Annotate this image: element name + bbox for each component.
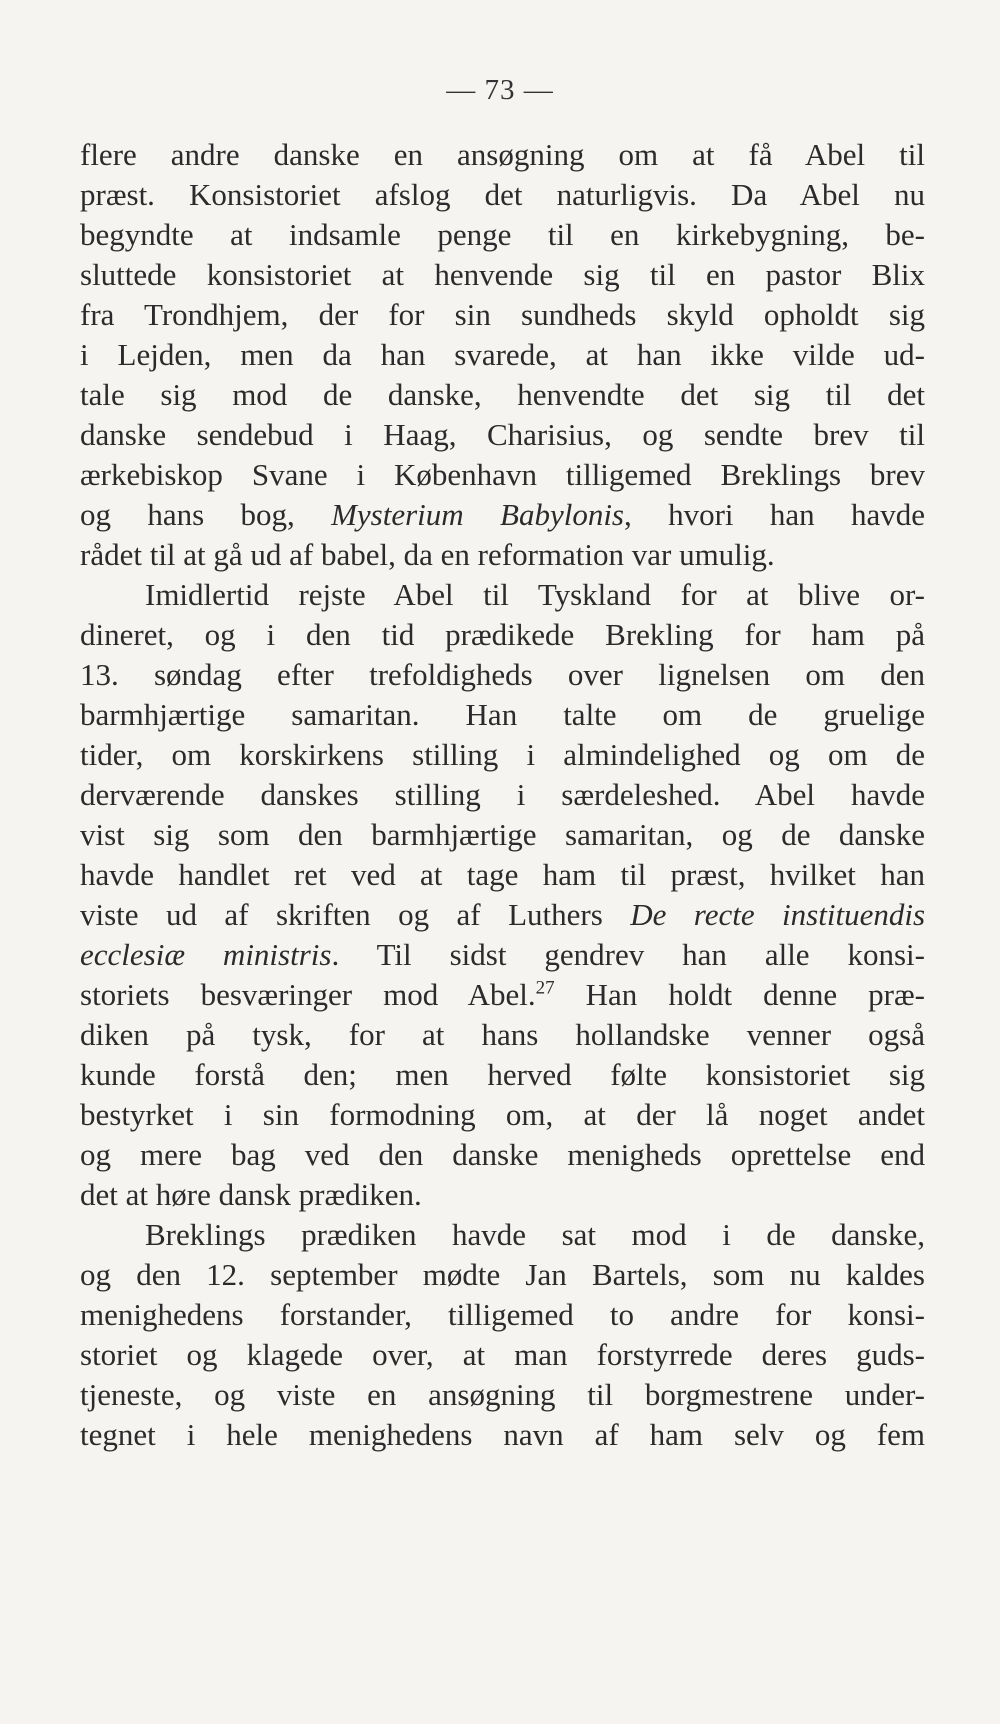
paragraph-3: [80, 1215, 925, 1455]
work-title-italic: De recte instituendis: [630, 897, 926, 932]
text-line: og mere bag ved den danske menigheds oprettelse end: [80, 1137, 925, 1172]
text-line: danske sendebud i Haag, Charisius, og sendte brev til: [80, 417, 925, 452]
page-number: — 73 —: [446, 74, 554, 106]
text-line: tegnet i hele menighedens navn af ham selv og fem: [80, 1417, 925, 1452]
body-text: [80, 135, 925, 1455]
text-line: Breklings prædiken havde sat mod i de danske,: [145, 1217, 925, 1252]
text-line: tider, om korskirkens stilling i almindelighed og om de: [80, 737, 925, 772]
text-line: dineret, og i den tid prædikede Brekling for ham på: [80, 617, 925, 652]
text-line: rådet til at gå ud af babel, da en reformation var umulig.: [80, 537, 775, 572]
text-line: bestyrket i sin formodning om, at der lå noget andet: [80, 1097, 925, 1132]
text-line: sluttede konsistoriet at henvende sig til en pastor Blix: [80, 257, 925, 292]
text-line: kunde forstå den; men herved følte konsistoriet sig: [80, 1057, 925, 1092]
text-line: 13. søndag efter trefoldigheds over lignelsen om den: [80, 657, 925, 692]
text-line: storiets besværinger mod Abel.$^{27}$ Han holdt denne præ-: [80, 977, 925, 1012]
text-line: vist sig som den barmhjærtige samaritan, og de danske: [80, 817, 925, 852]
text-line: havde handlet ret ved at tage ham til præst, hvilket han: [80, 857, 925, 892]
text-line: barmhjærtige samaritan. Han talte om de gruelige: [80, 697, 925, 732]
text-line: diken på tysk, for at hans hollandske venner også: [80, 1017, 925, 1052]
text-line: menighedens forstander, tilligemed to andre for konsi-: [80, 1297, 925, 1332]
text-line: Imidlertid rejste Abel til Tyskland for at blive or-: [145, 577, 925, 612]
text-line: derværende danskes stilling i særdeleshed. Abel havde: [80, 777, 925, 812]
text-line: viste ud af skriften og af Luthers De recte instituendis: [80, 897, 926, 932]
book-title-italic: Mysterium Babylonis: [331, 497, 625, 532]
text-line: i Lejden, men da han svarede, at han ikke vilde ud-: [80, 337, 925, 372]
text-line: tjeneste, og viste en ansøgning til borgmestrene under-: [80, 1377, 925, 1412]
paragraph-1: [80, 135, 925, 575]
text-line: og den 12. september mødte Jan Bartels, som nu kaldes: [80, 1257, 925, 1292]
text-line: flere andre danske en ansøgning om at få Abel til: [80, 137, 925, 172]
footnote-marker[interactable]: 27: [535, 977, 555, 999]
paragraph-2: [80, 575, 925, 1215]
text-line: begyndte at indsamle penge til en kirkebygning, be-: [80, 217, 925, 252]
text-line: storiet og klagede over, at man forstyrrede deres guds-: [80, 1337, 925, 1372]
text-line: og hans bog, Mysterium Babylonis, hvori han havde: [80, 497, 925, 532]
work-title-italic: ecclesiæ ministris: [80, 937, 332, 972]
text-line: ecclesiæ ministris. Til sidst gendrev han alle konsi-: [80, 937, 925, 972]
text-line: fra Trondhjem, der for sin sundheds skyld opholdt sig: [80, 297, 925, 332]
text-line: det at høre dansk prædiken.: [80, 1177, 422, 1212]
text-line: tale sig mod de danske, henvendte det sig til det: [80, 377, 925, 412]
text-line: præst. Konsistoriet afslog det naturligvis. Da Abel nu: [80, 177, 925, 212]
text-line: ærkebiskop Svane i København tilligemed Breklings brev: [80, 457, 925, 492]
